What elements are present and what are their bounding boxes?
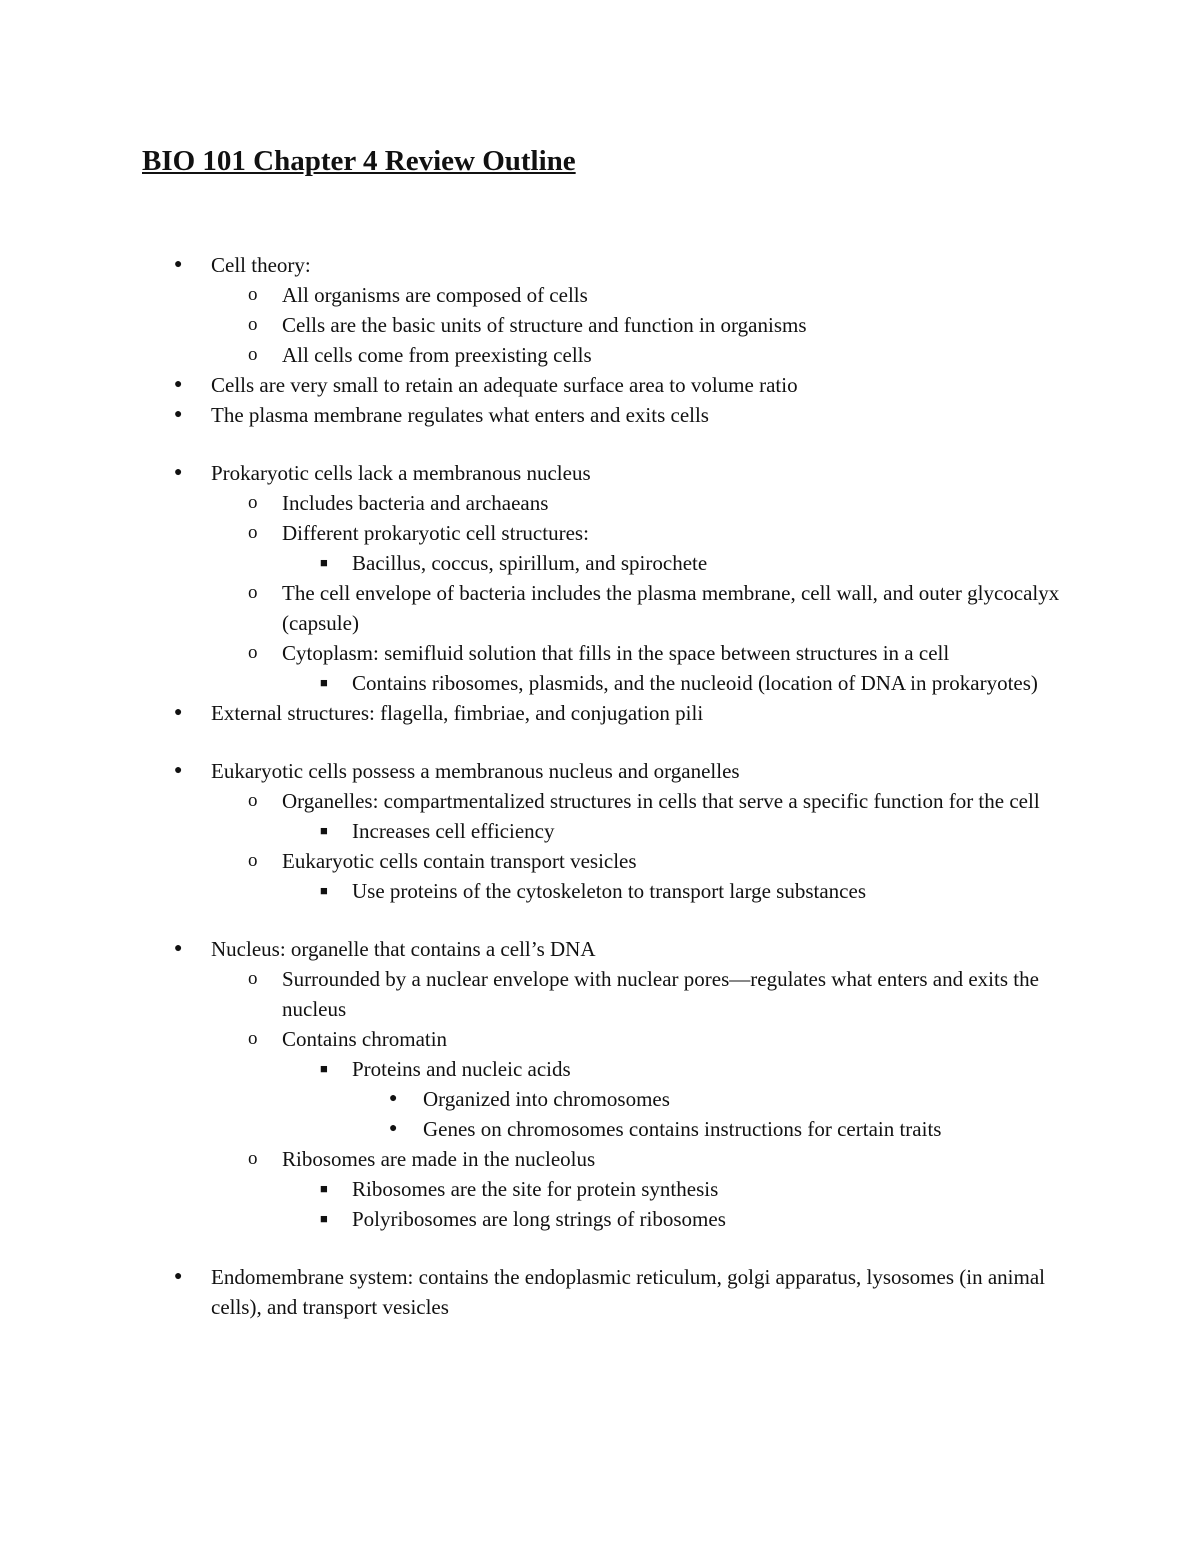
outline-item-text: Use proteins of the cytoskeleton to transport large substances [352,879,866,903]
bullet-marker-icon: ● [174,705,183,720]
outline-item-level-1 [174,698,1091,728]
outline-item-text: Increases cell efficiency [352,819,555,843]
square-marker-icon: ■ [320,555,328,570]
circle-marker-icon: o [248,968,258,989]
outline-item-text: Cells are the basic units of structure and function in organisms [282,313,807,337]
bullet-marker-icon: ● [174,257,183,272]
square-marker-icon: ■ [320,1061,328,1076]
bullet-marker-icon: ● [174,1269,183,1284]
outline-item-text: Bacillus, coccus, spirillum, and spirochete [352,551,708,575]
circle-marker-icon: o [248,642,258,663]
outline-item-text: Cells are very small to retain an adequate surface area to volume ratio [211,373,798,397]
outline-item-text: Includes bacteria and archaeans [282,491,549,515]
outline-item-text: Proteins and nucleic acids [352,1057,571,1081]
outline-item-level-1 [174,370,1091,400]
outline-item-text: The cell envelope of bacteria includes the plasma membrane, cell wall, and outer glycocalyx (capsule) [282,581,1060,635]
outline-item-level-2 [248,310,1082,340]
outline-item-level-2 [248,786,1082,816]
outline-item-level-3 [320,876,1072,906]
outline-item-level-1 [174,934,1091,964]
outline-item-text: Organelles: compartmentalized structures in cells that serve a specific function for the cell [282,789,1040,813]
outline-item-level-2 [248,488,1082,518]
square-marker-icon: ■ [320,1211,328,1226]
outline-item-level-3 [320,548,1072,578]
outline-item-level-3 [320,1174,1072,1204]
outline-item-level-2 [248,280,1082,310]
square-marker-icon: ■ [320,823,328,838]
outline-item-text: Polyribosomes are long strings of ribosomes [352,1207,726,1231]
outline-item-text: Organized into chromosomes [423,1087,670,1111]
outline-item-level-3 [320,668,1072,698]
bullet-marker-icon: ● [389,1121,398,1136]
outline-item-level-2 [248,846,1082,876]
outline-item-text: The plasma membrane regulates what enters and exits cells [211,403,709,427]
outline-item-text: Contains chromatin [282,1027,448,1051]
outline-item-level-1 [174,250,1091,280]
outline-item-level-3 [320,1204,1072,1234]
outline-item-text: Nucleus: organelle that contains a cell’s DNA [211,937,596,961]
outline-item-text: Contains ribosomes, plasmids, and the nucleoid (location of DNA in prokaryotes) [352,671,1038,695]
square-marker-icon: ■ [320,675,328,690]
outline-item-level-3 [320,816,1072,846]
outline-item-text: Surrounded by a nuclear envelope with nuclear pores—regulates what enters and exits the nucleus [282,967,1039,1021]
circle-marker-icon: o [248,582,258,603]
outline-item-level-1 [174,400,1091,430]
bullet-marker-icon: ● [174,377,183,392]
outline-item-text: Eukaryotic cells contain transport vesicles [282,849,637,873]
circle-marker-icon: o [248,1148,258,1169]
page-title: BIO 101 Chapter 4 Review Outline [142,145,576,177]
outline-item-level-1 [174,756,1091,786]
outline-item-level-2 [248,1024,1082,1054]
square-marker-icon: ■ [320,1181,328,1196]
circle-marker-icon: o [248,284,258,305]
bullet-marker-icon: ● [174,941,183,956]
circle-marker-icon: o [248,344,258,365]
circle-marker-icon: o [248,522,258,543]
outline-item-text: Genes on chromosomes contains instructions for certain traits [423,1117,942,1141]
outline-item-level-2 [248,578,1082,638]
outline-item-text: Cytoplasm: semifluid solution that fills in the space between structures in a cell [282,641,950,665]
outline-item-level-2 [248,340,1082,370]
bullet-marker-icon: ● [174,465,183,480]
outline-item-text: Ribosomes are the site for protein synthesis [352,1177,719,1201]
outline-item-level-4 [389,1114,1083,1144]
bullet-marker-icon: ● [174,763,183,778]
circle-marker-icon: o [248,492,258,513]
outline-item-level-3 [320,1054,1072,1084]
outline-item-level-2 [248,964,1082,1024]
bullet-marker-icon: ● [174,407,183,422]
outline-item-text: Different prokaryotic cell structures: [282,521,589,545]
outline-item-text: Prokaryotic cells lack a membranous nucleus [211,461,591,485]
outline-item-level-4 [389,1084,1083,1114]
outline-item-text: Ribosomes are made in the nucleolus [282,1147,596,1171]
circle-marker-icon: o [248,850,258,871]
outline-item-level-2 [248,638,1082,668]
outline-item-text: All cells come from preexisting cells [282,343,592,367]
outline-item-level-1 [174,1262,1091,1322]
outline-list [0,250,1200,1322]
bullet-marker-icon: ● [389,1091,398,1106]
outline-item-text: Endomembrane system: contains the endoplasmic reticulum, golgi apparatus, lysosomes (in animal cells), and transport vesicles [211,1265,1045,1319]
outline-item-text: External structures: flagella, fimbriae, and conjugation pili [211,701,704,725]
circle-marker-icon: o [248,1028,258,1049]
circle-marker-icon: o [248,790,258,811]
outline-item-level-2 [248,1144,1082,1174]
square-marker-icon: ■ [320,883,328,898]
outline-item-text: Eukaryotic cells possess a membranous nucleus and organelles [211,759,740,783]
outline-item-text: Cell theory: [211,253,311,277]
circle-marker-icon: o [248,314,258,335]
outline-item-text: All organisms are composed of cells [282,283,588,307]
outline-item-level-2 [248,518,1082,548]
outline-item-level-1 [174,458,1091,488]
